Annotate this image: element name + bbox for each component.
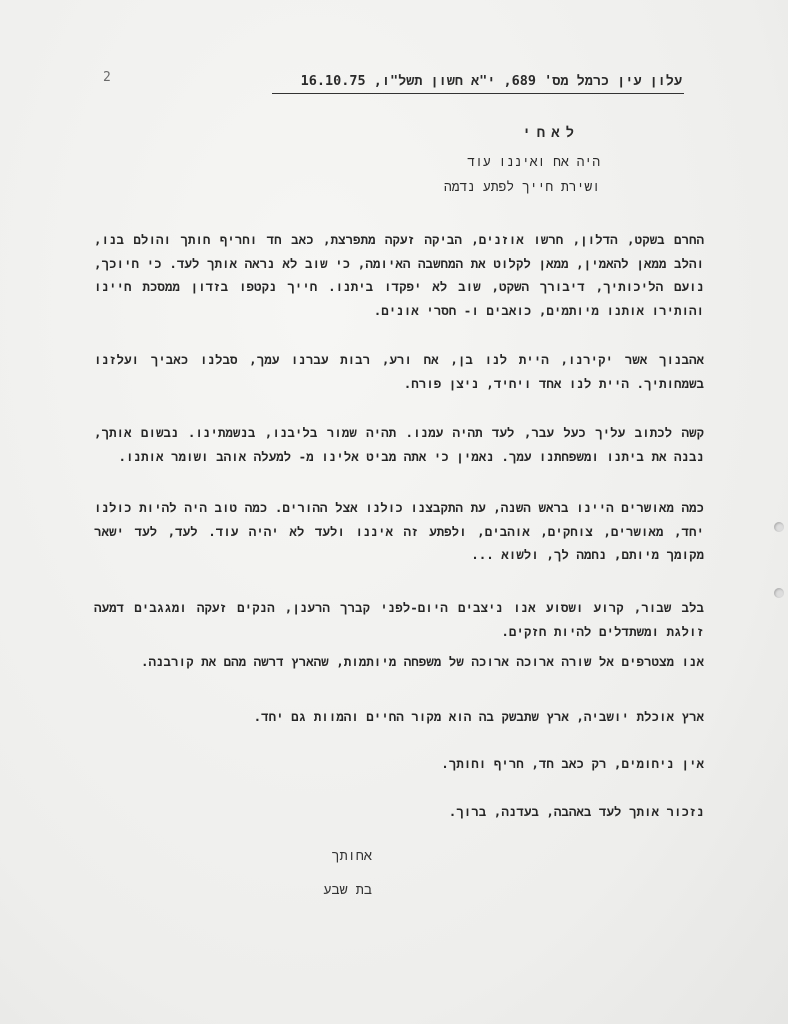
subtitle-line: היה אח ואיננו עוד (467, 155, 600, 170)
paragraph: אנו מצטרפים אל שורה ארוכה ארוכה של משפחה מיותמות, שהארץ דרשה מהם את קורבנה. (141, 654, 704, 669)
paragraph: כמה מאושרים היינו בראש השנה, עת התקבצנו כולנו אצל ההורים. כמה טוב היה להיות כולנו יחד, מאושרים, צוחקים, אוהבים, ולפתע זה איננו ולעד לא יהיה עוד. לעד, לעד ישאר מקומך מיותם, נחמה לך, ולשוא ... (94, 500, 704, 562)
page-title: לאחי (522, 125, 580, 141)
paragraph: אהבנוך אשר יקירנו, היית לנו בן, אח ורע, רבות עברנו עמך, סבלנו כאביך ועלזנו בשמחותיך. היית לנו אחד ויחיד, ניצן פורח. (94, 352, 704, 391)
signature-closing: אחותך (331, 848, 372, 864)
subtitle-line: ושירת חייך לפתע נדמה (443, 180, 600, 195)
signature-name: בת שבע (323, 882, 372, 898)
binder-hole (774, 588, 784, 598)
paragraph: החרם בשקט, הדלון, חרשו אוזנים, הביקה זעקה מתפרצת, כאב חד וחריף חותך והולם בנו, והלב ממאן להאמין, ממאן לקלוט את המחשבה האיומה, כי שוב לא נראה אותך לעד. כי חיוכך, נועם הליכותיך, דיבורך השקט, שוב לא יפקדו ביתנו. חייך נקטפו בזדון ממסכת חיינו והותירו אותנו מיותמים, כואבים ו- חסרי אונים. (94, 232, 704, 318)
paragraph: קשה לכתוב עליך כעל עבר, לעד תהיה עמנו. תהיה שמור בליבנו, בנשמתינו. נבשום אותך, נבנה את ביתנו ומשפחתנו עמך. נאמין כי אתה מביט אלינו מ- למעלה אוהב ושומר אותנו. (94, 425, 704, 464)
page-number: 2 (103, 70, 111, 85)
paragraph: בלב שבור, קרוע ושסוע אנו ניצבים היום-לפני קברך הרענן, הנקים זעקה ומגגבים דמעה זולגת ומשתדלים להיות חזקים. (94, 600, 704, 639)
binder-hole (774, 522, 784, 532)
paragraph: ארץ אוכלת יושביה, ארץ שתבשק בה הוא מקור החיים והמוות גם יחד. (253, 709, 704, 724)
paragraph: אין ניחומים, רק כאב חד, חריף וחותך. (441, 756, 704, 771)
newsletter-header: עלון עין כרמל מס' 689, י"א חשון תשל"ו, 16.10.75 (300, 73, 682, 89)
paragraph: נזכור אותך לעד באהבה, בעדנה, ברוך. (448, 804, 704, 819)
header-underline (272, 93, 684, 94)
